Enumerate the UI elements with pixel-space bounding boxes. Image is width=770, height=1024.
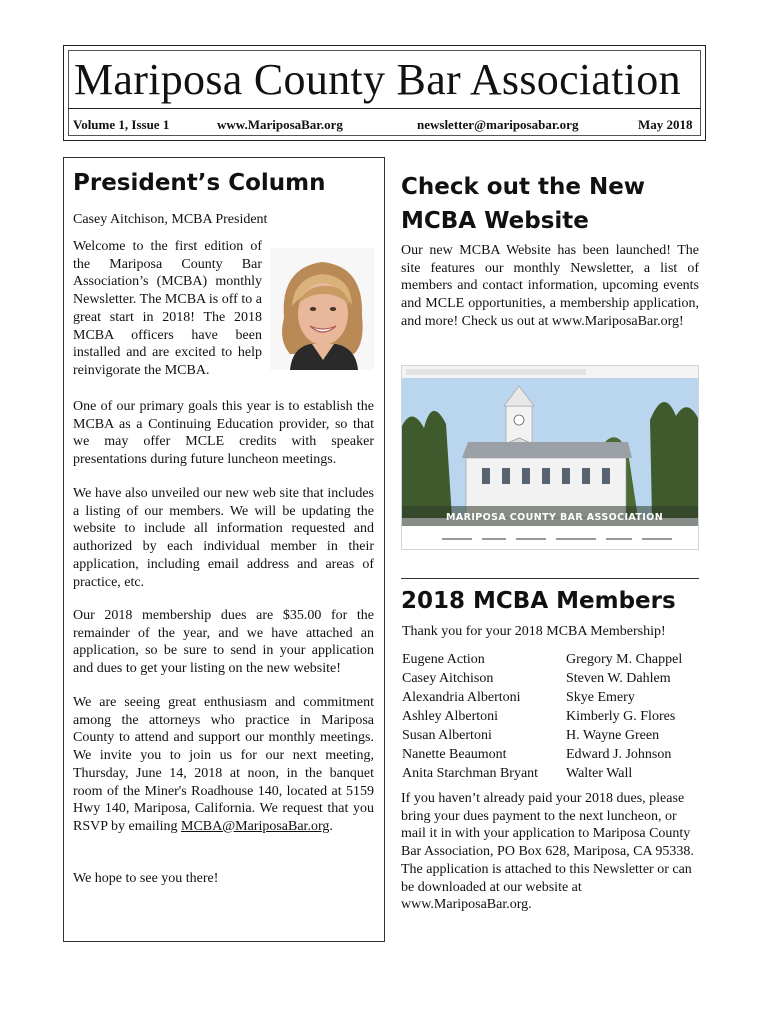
member-name: Casey Aitchison xyxy=(402,671,494,686)
president-portrait-photo xyxy=(270,248,374,370)
member-name: Skye Emery xyxy=(566,690,635,705)
member-name: Walter Wall xyxy=(566,766,633,781)
member-name: Eugene Action xyxy=(402,652,485,667)
masthead xyxy=(63,45,706,141)
rsvp-email-link[interactable]: MCBA@MariposaBar.org xyxy=(181,818,330,834)
member-name: Nanette Beaumont xyxy=(402,747,507,762)
member-name: Steven W. Dahlem xyxy=(566,671,671,686)
member-name: Gregory M. Chappel xyxy=(566,652,683,667)
presidents-paragraph-goals: One of our primary goals this year is to establish the MCBA as a Continuing Education provider, so that we may offer MCLE credits with speaker presentations during future luncheon meetings. xyxy=(73,399,374,468)
presidents-paragraph-meeting xyxy=(73,694,374,836)
presidents-paragraph-closing: We hope to see you there! xyxy=(73,871,219,886)
screenshot-caption: MARIPOSA COUNTY BAR ASSOCIATION xyxy=(446,512,664,523)
website-heading-line2: MCBA Website xyxy=(401,208,589,234)
member-name: Alexandria Albertoni xyxy=(402,690,521,705)
volume-issue: Volume 1, Issue 1 xyxy=(73,117,170,132)
member-name: Anita Starchman Bryant xyxy=(402,766,539,781)
section-divider xyxy=(401,578,699,579)
meeting-text-end: . xyxy=(329,818,333,834)
portrait-illustration xyxy=(270,248,374,370)
presidents-column-heading: President’s Column xyxy=(73,170,326,196)
website-screenshot-image xyxy=(401,365,699,550)
member-name: Ashley Albertoni xyxy=(402,709,499,724)
masthead-info-bar xyxy=(68,112,701,134)
member-name: Susan Albertoni xyxy=(402,728,492,743)
issue-date: May 2018 xyxy=(638,117,693,132)
meeting-text: We are seeing great enthusiasm and commitment among the attorneys who practice in Mariposa County to attend and support our monthly meetings. We invite you to join us for our next meeting, Thursday, June 14, 2018 at noon, in the banquet room of the Miner's Roadhouse 140, located at 5159 Hwy 140, Mariposa, California. We request that you RSVP by emailing xyxy=(73,695,374,834)
newsletter-email-link[interactable]: newsletter@mariposabar.org xyxy=(417,117,579,132)
members-closing-paragraph: If you haven’t already paid your 2018 dues, please bring your dues payment to the next luncheon, or mail it in with your application to Mariposa County Bar Association, PO Box 628, Mariposa, CA 95338. The application is attached to this Newsletter or can be downloaded at our website at www.MariposaBar.org. xyxy=(401,791,694,913)
member-name: Edward J. Johnson xyxy=(566,747,672,762)
member-name: Kimberly G. Flores xyxy=(566,709,676,724)
members-heading: 2018 MCBA Members xyxy=(401,588,676,614)
presidents-paragraph-welcome: Welcome to the first edition of the Mariposa County Bar Association’s (MCBA) monthly Newsletter. The MCBA is off to a great start in 2018! The 2018 MCBA officers have been installed and are excited to help reinvigorate the MCBA. xyxy=(73,239,262,378)
members-list-column-2 xyxy=(566,650,682,783)
presidents-byline: Casey Aitchison, MCBA President xyxy=(73,212,268,227)
website-section-body: Our new MCBA Website has been launched! The site features our monthly Newsletter, a list of members and contact information, upcoming events and MCLE opportunities, a membership application, and more! Check us out at www.MariposaBar.org! xyxy=(401,243,699,329)
masthead-rule xyxy=(68,108,701,109)
newsletter-title: Mariposa County Bar Association xyxy=(74,55,681,104)
website-section-heading xyxy=(401,170,645,238)
website-link[interactable]: www.MariposaBar.org xyxy=(217,117,343,132)
presidents-paragraph-website: We have also unveiled our new web site that includes a listing of our members. We will be updating the website to include all information requested and authorized by each individual member in their application, including email address and areas of practice, etc. xyxy=(73,486,374,590)
presidents-paragraph-dues: Our 2018 membership dues are $35.00 for the remainder of the year, and we have attached an application, so be sure to send in your application and dues to get your listing on the new website! xyxy=(73,608,374,677)
members-list-column-1 xyxy=(402,650,538,783)
member-name: H. Wayne Green xyxy=(566,728,660,743)
members-intro: Thank you for your 2018 MCBA Membership! xyxy=(402,624,666,639)
website-heading-line1: Check out the New xyxy=(401,174,646,200)
